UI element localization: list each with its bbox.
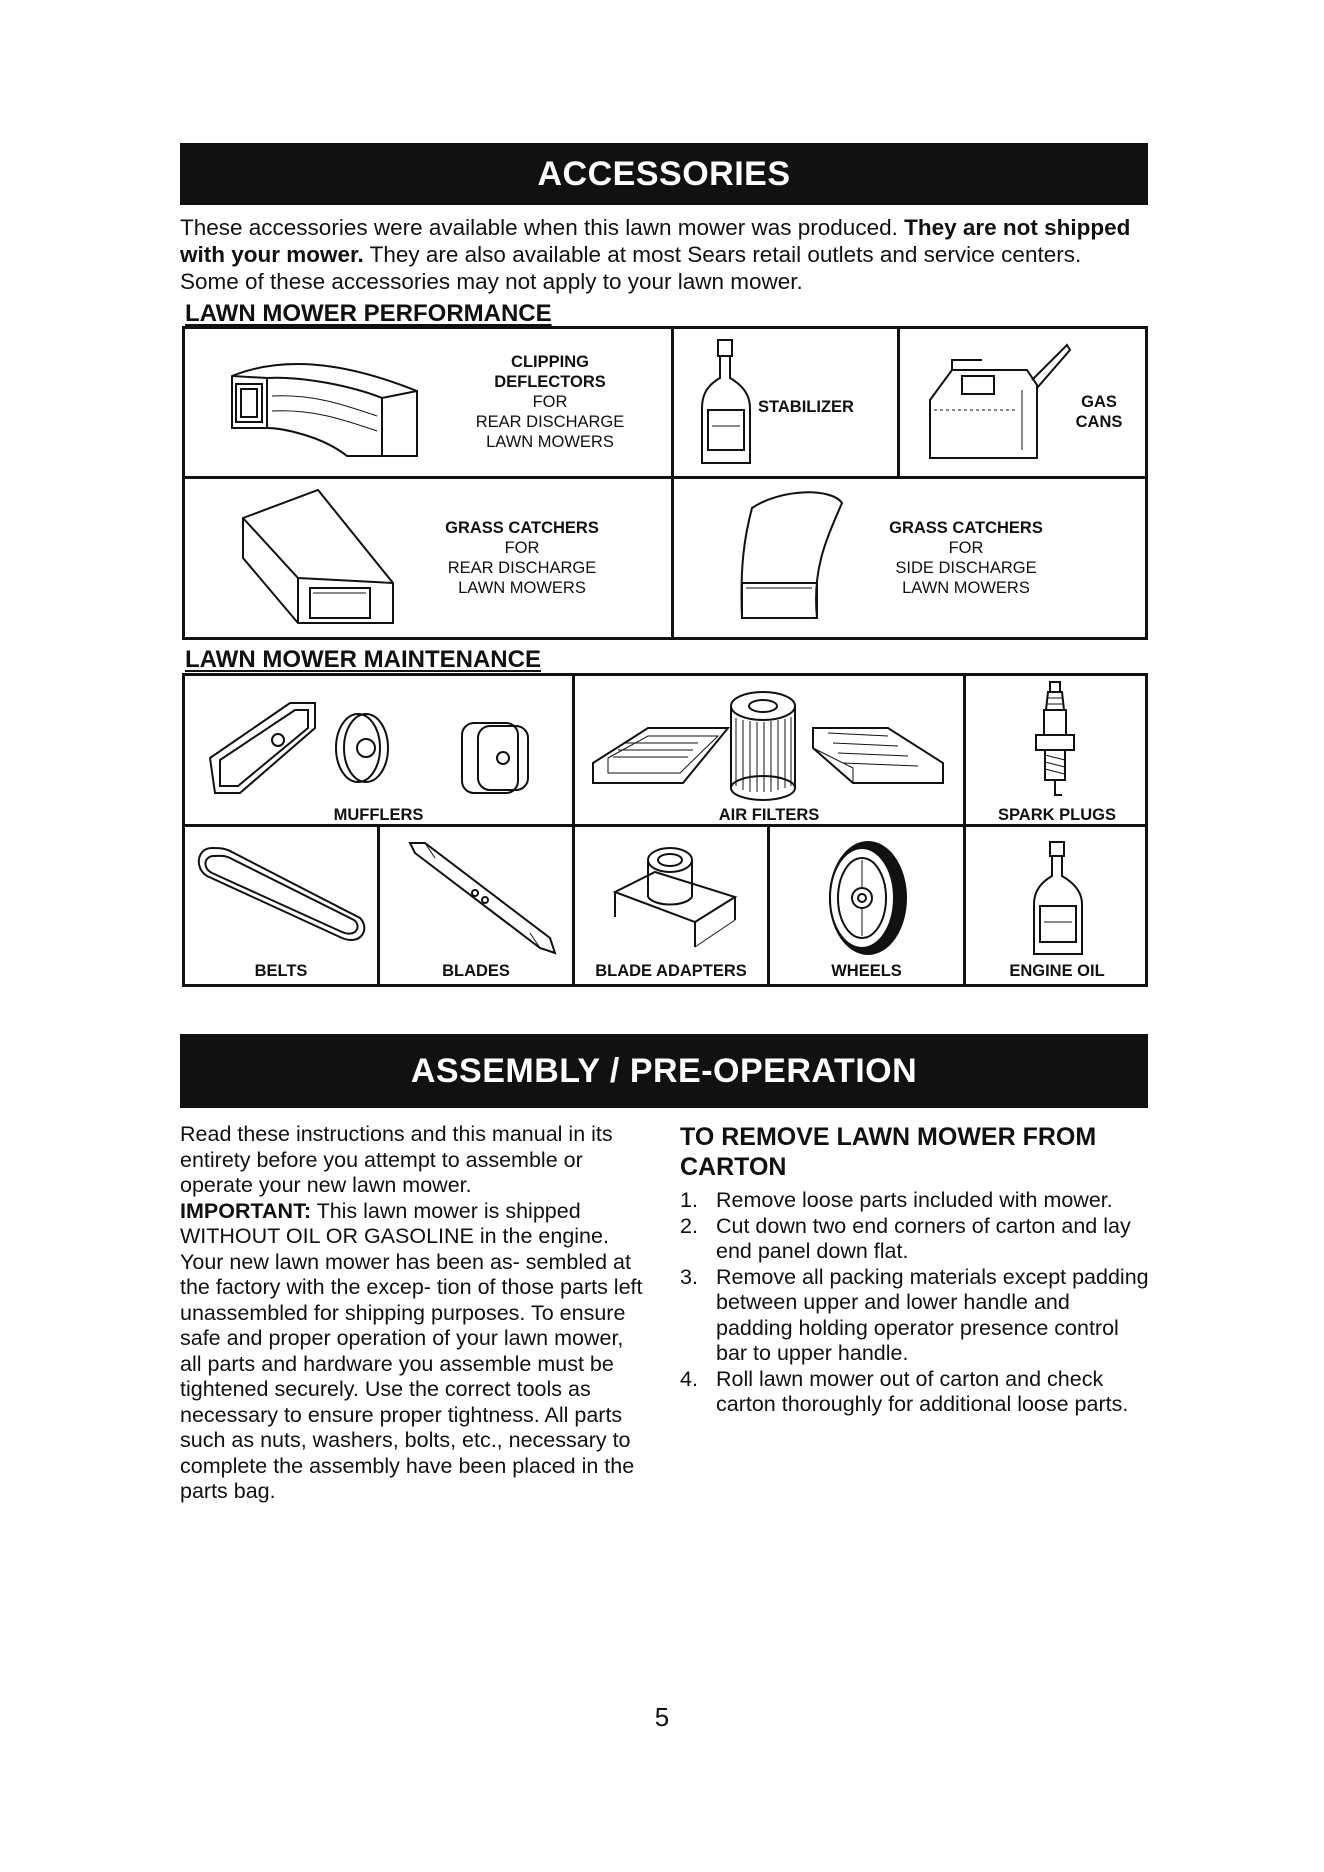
- assembly-right-column: [680, 1122, 1150, 1418]
- step-text: Remove all packing materials except padding between upper and lower handle and padding holding operator presence control bar to upper handle.: [716, 1264, 1149, 1365]
- clipping-deflectors-label: [440, 352, 660, 452]
- assembly-banner: ASSEMBLY / PRE-OPERATION: [180, 1034, 1148, 1108]
- wheel-icon: [820, 838, 910, 958]
- blades-icon: [395, 838, 565, 958]
- engine-oil-bottle-icon: [1028, 840, 1088, 958]
- blade-adapter-icon: [610, 842, 740, 952]
- label-line: REAR DISCHARGE: [447, 559, 597, 577]
- belts-icon: [192, 838, 372, 948]
- intro-text-2: They are also available at most Sears retail outlets and service centers. Some of these accessories may not apply to your lawn mower.: [180, 242, 1082, 294]
- side-grass-catcher-icon: [732, 488, 852, 628]
- list-item: [680, 1214, 1150, 1265]
- spark-plugs-caption: SPARK PLUGS: [998, 806, 1116, 824]
- step-text: Roll lawn mower out of carton and check carton thoroughly for additional loose parts.: [716, 1366, 1129, 1416]
- gas-can-icon: [922, 340, 1072, 465]
- grid-divider: [572, 673, 575, 987]
- carton-steps-list: [680, 1188, 1150, 1418]
- side-grass-catchers-label: [868, 518, 1064, 598]
- step-number: 4.: [680, 1366, 698, 1391]
- blades-caption: BLADES: [442, 962, 510, 980]
- step-number: 2.: [680, 1213, 698, 1238]
- page-number: 5: [654, 1702, 670, 1732]
- blade-adapters-caption: BLADE ADAPTERS: [595, 962, 747, 980]
- accessories-intro: [180, 214, 1140, 295]
- intro-bold: They are not shipped with your mower.: [180, 215, 1131, 267]
- label-line: LAWN MOWERS: [458, 579, 586, 597]
- label-line: FOR: [948, 539, 984, 557]
- label-line: LAWN MOWERS: [902, 579, 1030, 597]
- label-line: GAS: [1081, 393, 1117, 411]
- label-line: CANS: [1075, 413, 1123, 431]
- air-filters-caption: AIR FILTERS: [718, 806, 820, 824]
- grid-divider: [671, 326, 674, 640]
- rear-grass-catcher-icon: [238, 488, 398, 628]
- intro-text-1: These accessories were available when this lawn mower was produced.: [180, 215, 905, 240]
- belts-caption: BELTS: [254, 962, 308, 980]
- label-line: SIDE DISCHARGE: [895, 559, 1037, 577]
- mufflers-caption: MUFFLERS: [333, 806, 424, 824]
- label-line: GRASS CATCHERS: [445, 519, 599, 537]
- air-filters-icon: [588, 688, 950, 806]
- performance-title: LAWN MOWER PERFORMANCE: [185, 300, 552, 327]
- label-line: CLIPPING: [511, 353, 589, 371]
- label-line: FOR: [532, 393, 568, 411]
- grid-divider: [182, 476, 1148, 479]
- important-paragraph: [180, 1199, 650, 1250]
- assembly-left-column: [180, 1122, 650, 1505]
- mufflers-icon: [200, 688, 562, 808]
- label-line: LAWN MOWERS: [486, 433, 614, 451]
- important-text: This lawn mower is shipped WITHOUT OIL OR GASOLINE in the engine.: [180, 1198, 609, 1248]
- step-text: Remove loose parts included with mower.: [716, 1188, 1113, 1212]
- maintenance-title: LAWN MOWER MAINTENANCE: [185, 646, 541, 673]
- label-line: DEFLECTORS: [494, 373, 606, 391]
- step-text: Cut down two end corners of carton and lay end panel down flat.: [716, 1213, 1131, 1263]
- clipping-deflector-icon: [222, 356, 422, 466]
- grid-divider: [963, 673, 966, 987]
- gas-cans-label: [1064, 392, 1134, 432]
- label-line: STABILIZER: [758, 398, 854, 416]
- step-number: 1.: [680, 1188, 698, 1212]
- stabilizer-bottle-icon: [696, 338, 756, 468]
- list-item: [680, 1367, 1150, 1418]
- label-line: REAR DISCHARGE: [475, 413, 625, 431]
- accessories-banner: ACCESSORIES: [180, 143, 1148, 205]
- label-line: GRASS CATCHERS: [889, 519, 1043, 537]
- spark-plug-icon: [1030, 680, 1080, 805]
- important-label: IMPORTANT:: [180, 1198, 311, 1223]
- list-item: [680, 1188, 1150, 1214]
- step-number: 3.: [680, 1264, 698, 1289]
- stabilizer-label: [758, 397, 888, 417]
- grid-divider: [897, 326, 900, 478]
- engine-oil-caption: ENGINE OIL: [1009, 962, 1105, 980]
- assembly-details-paragraph: Your new lawn mower has been as- sembled at the factory with the excep- tion of those parts left unassembled for shipping purposes. To ensure safe and proper operation of your lawn mower, all parts and hardware you assemble must be tightened securely. Use the correct tools as necessary to ensure proper tightness. All parts such as nuts, washers, bolts, etc., necessary to complete the assembly have been placed in the parts bag.: [180, 1249, 643, 1503]
- assembly-intro-paragraph: Read these instructions and this manual in its entirety before you attempt to assemble or operate your new lawn mower.: [180, 1122, 613, 1197]
- rear-grass-catchers-label: [422, 518, 622, 598]
- list-item: [680, 1265, 1150, 1367]
- wheels-caption: WHEELS: [831, 962, 902, 980]
- label-line: FOR: [504, 539, 540, 557]
- remove-from-carton-heading: TO REMOVE LAWN MOWER FROM CARTON: [680, 1123, 1097, 1181]
